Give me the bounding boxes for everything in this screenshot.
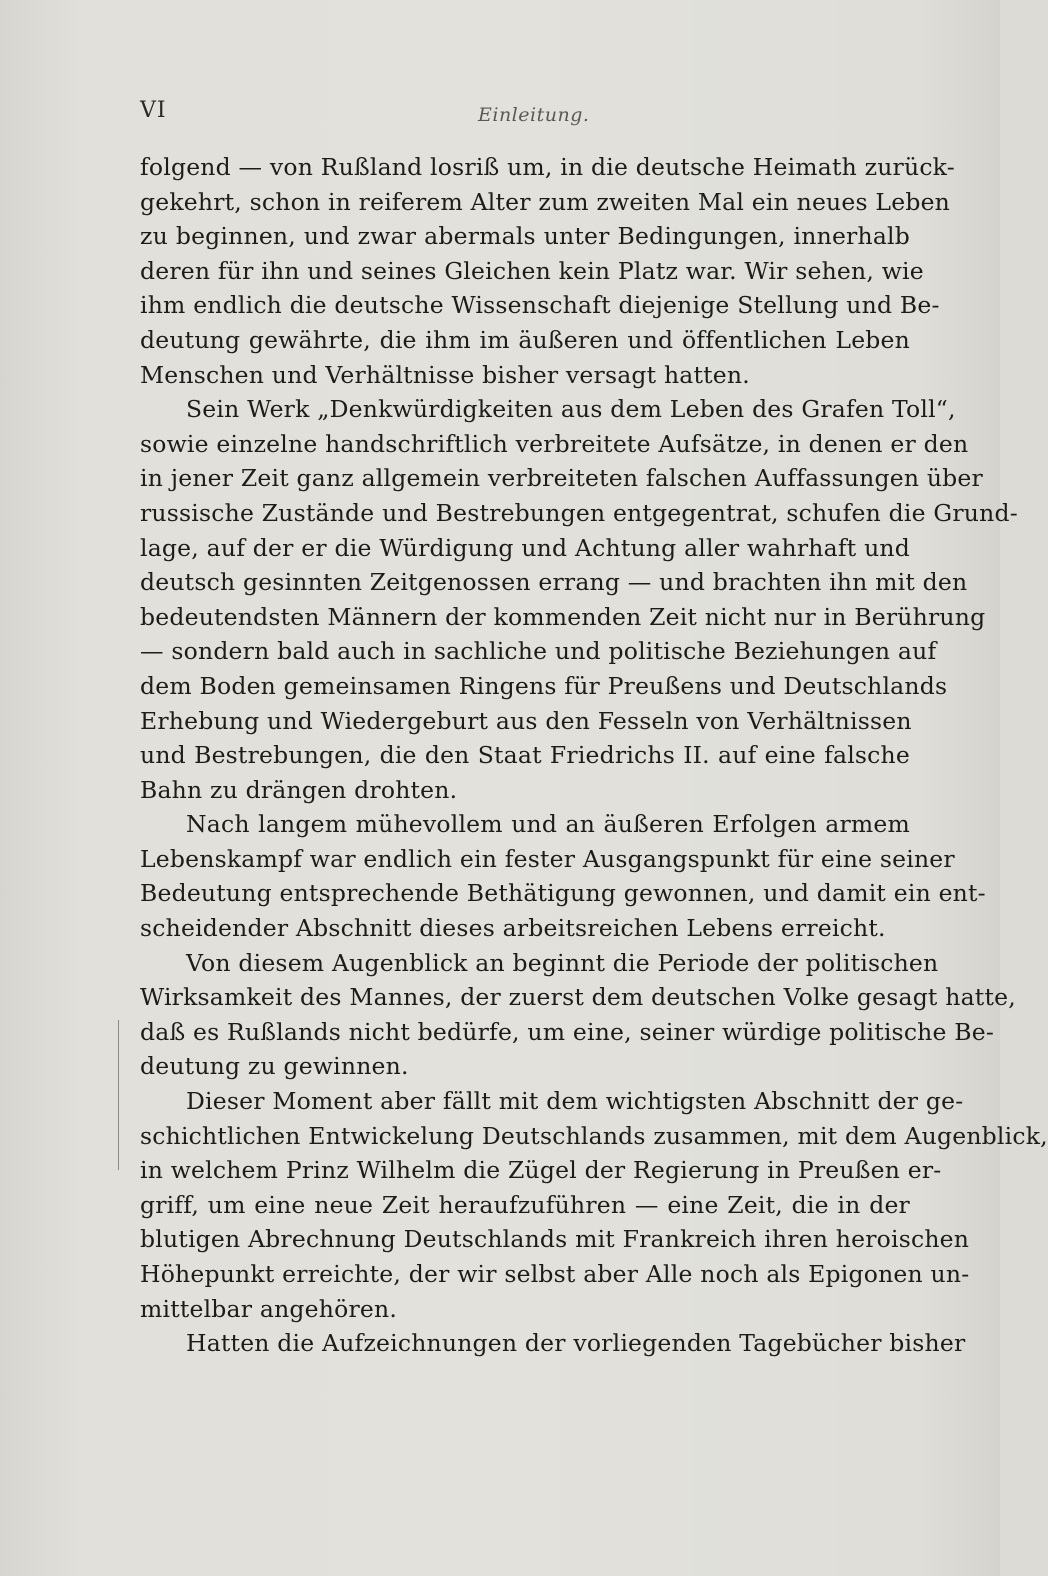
margin-mark xyxy=(118,1020,119,1170)
text-line: bedeutendsten Männern der kommenden Zeit nicht nur in Berührung xyxy=(140,602,986,631)
text-line: blutigen Abrechnung Deutschlands mit Frankreich ihren heroischen xyxy=(140,1225,970,1254)
paragraph xyxy=(140,807,986,945)
text-line: sowie einzelne handschriftlich verbreitete Aufsätze, in denen er den xyxy=(140,429,969,458)
text-line: lage, auf der er die Würdigung und Achtung aller wahrhaft und xyxy=(140,533,910,562)
text-line: Sein Werk „Denkwürdigkeiten aus dem Leben des Grafen Toll“, xyxy=(186,395,956,424)
text-line: Menschen und Verhältnisse bisher versagt hatten. xyxy=(140,360,750,389)
paragraph xyxy=(140,1326,966,1361)
text-line: Von diesem Augenblick an beginnt die Periode der politischen xyxy=(186,948,939,977)
text-line: deutung zu gewinnen. xyxy=(140,1052,409,1081)
text-line: zu beginnen, und zwar abermals unter Bedingungen, innerhalb xyxy=(140,222,910,251)
page-number: VI xyxy=(140,98,167,123)
text-line: folgend — von Rußland losriß um, in die deutsche Heimath zurück- xyxy=(140,153,955,181)
text-line: Höhepunkt erreichte, der wir selbst aber Alle noch als Epigonen un- xyxy=(140,1260,970,1288)
text-line: dem Boden gemeinsamen Ringens für Preußens und Deutschlands xyxy=(140,671,948,700)
running-head: Einleitung. xyxy=(478,104,590,126)
text-line: Erhebung und Wiedergeburt aus den Fesseln von Verhältnissen xyxy=(140,706,912,735)
paragraph xyxy=(140,392,1018,807)
text-line: Hatten die Aufzeichnungen der vorliegenden Tagebücher bisher xyxy=(186,1329,966,1358)
text-line: Wirksamkeit des Mannes, der zuerst dem deutschen Volke gesagt hatte, xyxy=(140,983,1016,1012)
text-line: mittelbar angehören. xyxy=(140,1294,397,1323)
text-line: deutsch gesinnten Zeitgenossen errang — und brachten ihn mit den xyxy=(140,568,968,597)
text-line: russische Zustände und Bestrebungen entgegentrat, schufen die Grund- xyxy=(140,498,1018,527)
text-line: schichtlichen Entwickelung Deutschlands zusammen, mit dem Augenblick, xyxy=(140,1121,1048,1150)
text-line: gekehrt, schon in reiferem Alter zum zweiten Mal ein neues Leben xyxy=(140,187,951,216)
text-line: — sondern bald auch in sachliche und politische Beziehungen auf xyxy=(140,637,937,666)
text-line: Bedeutung entsprechende Bethätigung gewonnen, und damit ein ent- xyxy=(140,879,986,908)
text-line: Lebenskampf war endlich ein fester Ausgangspunkt für eine seiner xyxy=(140,844,955,873)
text-line: daß es Rußlands nicht bedürfe, um eine, seiner würdige politische Be- xyxy=(140,1017,995,1046)
body-text xyxy=(140,150,1048,1361)
text-line: deutung gewährte, die ihm im äußeren und öffentlichen Leben xyxy=(140,325,910,354)
text-line: Dieser Moment aber fällt mit dem wichtigsten Abschnitt der ge- xyxy=(186,1087,964,1116)
text-line: griff, um eine neue Zeit heraufzuführen — eine Zeit, die in der xyxy=(140,1190,910,1219)
text-line: in welchem Prinz Wilhelm die Zügel der Regierung in Preußen er- xyxy=(140,1156,942,1185)
text-line: Nach langem mühevollem und an äußeren Erfolgen armem xyxy=(186,810,910,839)
text-line: ihm endlich die deutsche Wissenschaft diejenige Stellung und Be- xyxy=(140,291,940,320)
paragraph xyxy=(140,946,1016,1084)
text-line: und Bestrebungen, die den Staat Friedrichs II. auf eine falsche xyxy=(140,741,910,770)
text-line: scheidender Abschnitt dieses arbeitsreichen Lebens erreicht. xyxy=(140,914,886,943)
text-line: Bahn zu drängen drohten. xyxy=(140,775,458,804)
text-line: deren für ihn und seines Gleichen kein Platz war. Wir sehen, wie xyxy=(140,256,924,285)
paragraph xyxy=(140,1084,1048,1326)
text-line: in jener Zeit ganz allgemein verbreiteten falschen Auffassungen über xyxy=(140,464,983,493)
page-header xyxy=(140,98,910,138)
paragraph xyxy=(140,150,955,392)
